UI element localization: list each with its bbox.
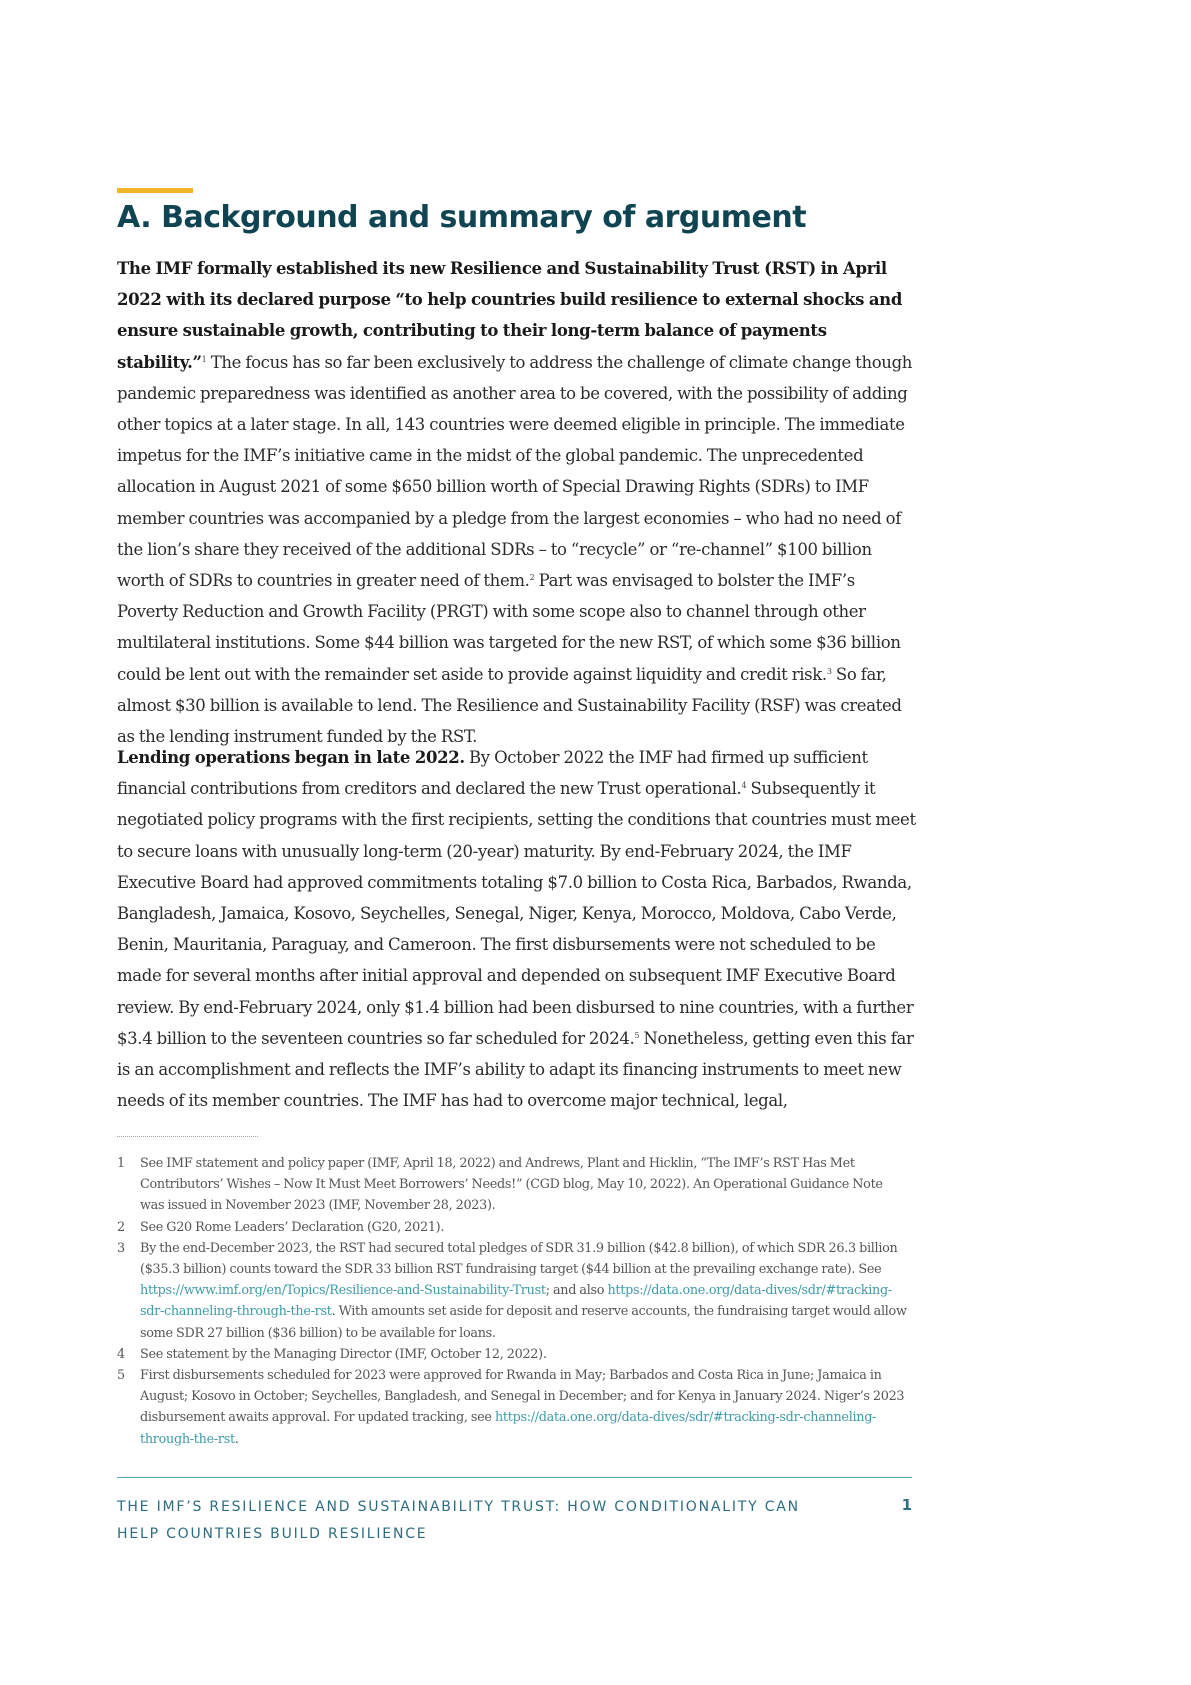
footnote-5 — [117, 1365, 907, 1450]
footnote-1 — [117, 1153, 907, 1217]
paragraph-2 — [117, 742, 917, 1116]
footnote-4 — [117, 1344, 907, 1365]
footnote-ref-3[interactable]: 3 — [826, 666, 832, 676]
footnote-ref-1[interactable]: 1 — [201, 354, 207, 364]
footnote-text: See statement by the Managing Director (IMF, October 12, 2022). — [140, 1346, 547, 1362]
footer-divider — [117, 1477, 912, 1478]
footnote-text: See IMF statement and policy paper (IMF, April 18, 2022) and Andrews, Plant and Hicklin, “The IMF’s RST Has Met Contributors’ Wishes – Now It Must Meet Borrowers’ Needs!” (CGD blog, May 10, 2022). An Operational Guidance Note was issued in November 2023 (IMF, November 28, 2023). — [140, 1156, 883, 1214]
footnote-text-c: . With amounts set aside for deposit and reserve accounts, the fundraising target would allow some SDR 27 billion ($36 billion) to be available for loans. — [140, 1304, 907, 1341]
one-tracking-link[interactable]: https://data.one.org/data-dives/sdr/#tracking-sdr-channeling-through-the-rst — [140, 1410, 877, 1447]
footnote-number: 4 — [117, 1346, 125, 1362]
page-number: 1 — [901, 1496, 912, 1514]
paragraph-2-text — [117, 742, 917, 1116]
footnote-text-b: ; and also — [545, 1283, 608, 1299]
paragraph-1-text-a: The focus has so far been exclusively to address the challenge of climate change though pandemic preparedness was identified as another area to be covered, with the possibility of adding other topics at a later stage. In all, 143 countries were deemed eligible in principle. The immediate impetus for the IMF’s initiative came in the midst of the global pandemic. The unprecedented allocation in August 2021 of some $650 billion worth of Special Drawing Rights (SDRs) to IMF member countries was accompanied by a pledge from the largest economies – who had no need of the lion’s share they received of the additional SDRs – to “recycle” or “re-channel” $100 billion worth of SDRs to countries in greater need of them. — [117, 352, 913, 591]
paragraph-1 — [117, 253, 917, 752]
paragraph-2-text-b: Subsequently it negotiated policy programs with the first recipients, setting the conditions that countries must meet to secure loans with unusually long-term (20-year) maturity. By end-February 2024, the IMF Executive Board had approved commitments totaling $7.0 billion to Costa Rica, Barbados, Rwanda, Bangladesh, Jamaica, Kosovo, Seychelles, Senegal, Niger, Kenya, Morocco, Moldova, Cabo Verde, Benin, Mauritania, Paraguay, and Cameroon. The first disbursements were not scheduled to be made for several months after initial approval and depended on subsequent IMF Executive Board review. By end-February 2024, only $1.4 billion had been disbursed to nine countries, with a further $3.4 billion to the seventeen countries so far scheduled for 2024. — [117, 779, 916, 1048]
footnote-number: 2 — [117, 1219, 125, 1235]
section-accent-bar — [117, 188, 193, 193]
paragraph-2-text-a: By October 2022 the IMF had firmed up sufficient financial contributions from creditors and declared the new Trust operational. — [117, 748, 868, 799]
paragraph-1-text-b: Part was envisaged to bolster the IMF’s Poverty Reduction and Growth Facility (PRGT) with some scope also to channel through other multilateral institutions. Some $44 billion was targeted for the new RST, of which some $36 billion could be lent out with the remainder set aside to provide against liquidity and credit risk. — [117, 571, 901, 684]
footnote-ref-4[interactable]: 4 — [741, 781, 747, 791]
footnote-number: 5 — [117, 1368, 125, 1384]
footnote-ref-5[interactable]: 5 — [634, 1030, 640, 1040]
footnote-text: See G20 Rome Leaders’ Declaration (G20, 2021). — [140, 1219, 445, 1235]
footnote-2 — [117, 1217, 907, 1238]
footnote-ref-2[interactable]: 2 — [529, 573, 535, 583]
imf-rst-link[interactable]: https://www.imf.org/en/Topics/Resilience-and-Sustainability-Trust — [140, 1283, 546, 1299]
one-data-dive-link[interactable]: https://data.one.org/data-dives/sdr/#tracking-sdr-channeling-through-the-rst — [140, 1283, 892, 1320]
paragraph-2-text-c: Nonetheless, getting even this far is an accomplishment and reflects the IMF’s ability to adapt its financing instruments to meet new needs of its member countries. The IMF has had to overcome major technical, legal, — [117, 1028, 914, 1111]
running-footer-title: THE IMF’S RESILIENCE AND SUSTAINABILITY TRUST: HOW CONDITIONALITY CAN HELP COUNTRIES BUILD RESILIENCE — [117, 1499, 800, 1542]
footnote-list — [117, 1153, 907, 1450]
paragraph-1-lead: The IMF formally established its new Resilience and Sustainability Trust (RST) in April 2022 with its declared purpose “to help countries build resilience to external shocks and ensure sustainable growth, contributing to their long-term balance of payments stability.” — [117, 259, 903, 372]
footnote-text-a: First disbursements scheduled for 2023 were approved for Rwanda in May; Barbados and Costa Rica in June; Jamaica in August; Kosovo in October; Seychelles, Bangladesh, and Senegal in December; and for Kenya in January 2024. Niger’s 2023 disbursement awaits approval. For updated tracking, see — [140, 1368, 905, 1426]
paragraph-1-text-c: So far, almost $30 billion is available to lend. The Resilience and Sustainability Facility (RSF) was created as the lending instrument funded by the RST. — [117, 664, 902, 747]
footnote-divider — [117, 1136, 258, 1137]
footnote-number: 3 — [117, 1240, 125, 1256]
paragraph-1-text — [117, 253, 917, 752]
footnote-text-a: By the end-December 2023, the RST had secured total pledges of SDR 31.9 billion ($42.8 billion), of which SDR 26.3 billion ($35.3 billion) counts toward the SDR 33 billion RST fundraising target ($44 billion at the prevailing exchange rate). See — [140, 1240, 898, 1278]
section-heading: A. Background and summary of argument — [117, 200, 807, 235]
paragraph-2-lead: Lending operations began in late 2022. — [117, 748, 465, 767]
footnote-text-b: . — [234, 1431, 239, 1447]
footnote-3 — [117, 1238, 907, 1344]
footnote-number: 1 — [117, 1156, 125, 1171]
